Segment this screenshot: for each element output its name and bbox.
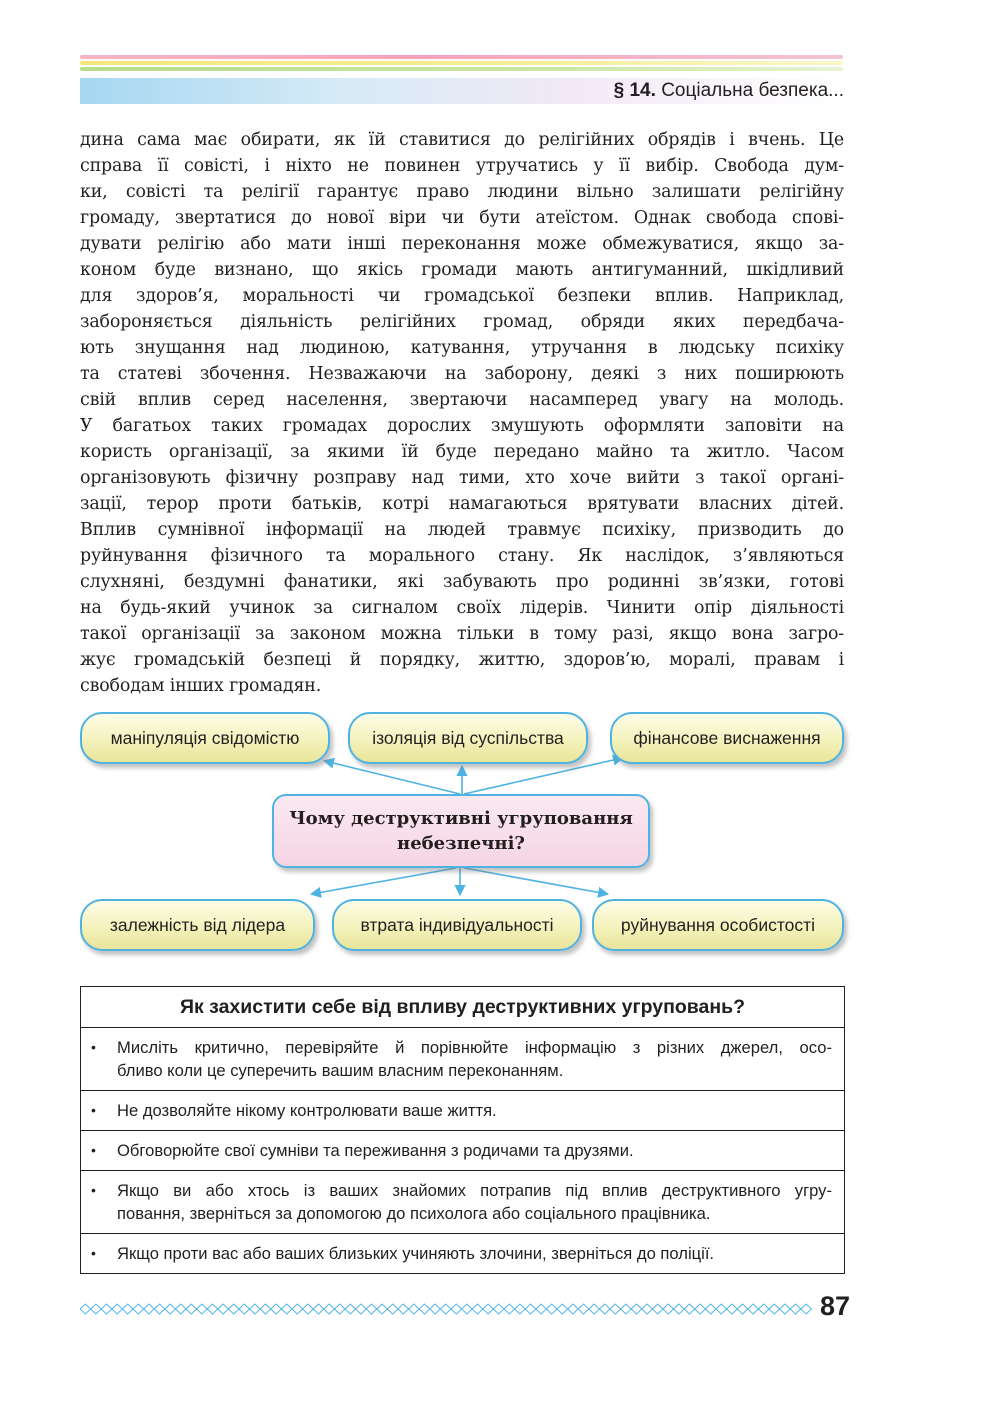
question-line-1: Чому деструктивні угруповання xyxy=(289,808,633,829)
text-line: користь організації, за якими їй буде передано майно та житло. Часом xyxy=(80,442,844,462)
text-line: дувати релігію або мати інші переконання може обмежуватися, якщо за- xyxy=(80,234,844,254)
footer-ornament xyxy=(80,1302,812,1316)
section-number: § 14. xyxy=(613,80,656,101)
ornament-diamond xyxy=(324,1304,335,1314)
ornament-diamond xyxy=(440,1304,451,1314)
running-header xyxy=(614,78,844,104)
ornament-diamond xyxy=(525,1304,536,1314)
body-paragraph xyxy=(80,127,844,699)
tip-text: Мисліть критично, перевіряйте й порівнюйте інформацію з різних джерел, осо- xyxy=(117,1038,832,1057)
ornament-diamond xyxy=(610,1304,621,1314)
ornament-diamond xyxy=(281,1304,292,1314)
cause-financial-exhaustion xyxy=(610,712,844,764)
ornament-diamond xyxy=(197,1304,208,1314)
ornament-diamond xyxy=(536,1304,547,1314)
ornament-diamond xyxy=(101,1304,112,1314)
bullet-icon: • xyxy=(91,1102,96,1118)
question-line-2: небезпечні? xyxy=(397,833,525,854)
text-line: та статеві збочення. Незважаючи на заборону, деякі з них поширюють xyxy=(80,364,844,384)
cause-loss-of-individuality xyxy=(332,899,582,951)
text-line: руйнування фізичного та морального стану. Як наслідок, з’являються xyxy=(80,546,844,566)
bullet-icon: • xyxy=(91,1039,96,1055)
section-title: Соціальна безпека... xyxy=(661,80,844,101)
text-line: слухняні, бездумні фанатики, які забувають про родинні зв’язки, готові xyxy=(80,572,844,592)
ornament-diamond xyxy=(303,1304,314,1314)
ornament-diamond xyxy=(515,1304,526,1314)
ornament-diamond xyxy=(122,1304,133,1314)
tip-text: Обговорюйте свої сумніви та переживання з родичами та друзями. xyxy=(117,1141,634,1160)
table-row xyxy=(81,1234,844,1273)
table-title: Як захистити себе від впливу деструктивних угруповань? xyxy=(81,987,844,1028)
bullet-icon: • xyxy=(91,1142,96,1158)
ornament-diamond xyxy=(80,1304,91,1314)
ornament-diamond xyxy=(578,1304,589,1314)
text-line: свій вплив серед населення, звертаючи насамперед увагу на молодь. xyxy=(80,390,844,410)
text-line: ки, совісті та релігії гарантує право людини вільно залишати релігійну xyxy=(80,182,844,202)
ornament-diamond xyxy=(758,1304,769,1314)
cause-label: залежність від лідера xyxy=(109,914,286,935)
ornament-diamond xyxy=(313,1304,324,1314)
ornament-diamond xyxy=(727,1304,738,1314)
ornament-diamond xyxy=(377,1304,388,1314)
ornament-diamond xyxy=(366,1304,377,1314)
cause-personality-destruction xyxy=(592,899,844,951)
text-line: коном буде визнано, що якісь громади мають антигуманний, шкідливий xyxy=(80,260,844,280)
ornament-diamond xyxy=(409,1304,420,1314)
ornament-diamond xyxy=(652,1304,663,1314)
ornament-diamond xyxy=(589,1304,600,1314)
ornament-diamond xyxy=(631,1304,642,1314)
ornament-diamond xyxy=(695,1304,706,1314)
ornament-diamond xyxy=(621,1304,632,1314)
ornament-diamond xyxy=(334,1304,345,1314)
ornament-diamond xyxy=(144,1304,155,1314)
ornament-diamond xyxy=(260,1304,271,1314)
ornament-diamond xyxy=(271,1304,282,1314)
table-row xyxy=(81,1171,844,1234)
ornament-diamond xyxy=(239,1304,250,1314)
ornament-diamond xyxy=(112,1304,123,1314)
ornament-diamond xyxy=(568,1304,579,1314)
ornament-diamond xyxy=(801,1304,812,1314)
cause-leader-dependence xyxy=(80,899,315,951)
ornament-diamond xyxy=(419,1304,430,1314)
ornament-diamond xyxy=(674,1304,685,1314)
ornament-diamond xyxy=(387,1304,398,1314)
ornament-diamond xyxy=(546,1304,557,1314)
ornament-diamond xyxy=(186,1304,197,1314)
cause-label: втрата індивідуальності xyxy=(360,914,554,935)
ornament-diamond xyxy=(472,1304,483,1314)
cause-label: фінансове виснаження xyxy=(633,727,821,748)
ornament-diamond xyxy=(599,1304,610,1314)
text-line: ють знущання над людиною, катування, утручання в людську психіку xyxy=(80,338,844,358)
ornament-diamond xyxy=(154,1304,165,1314)
text-line: У багатьох таких громадах дорослих змушують оформляти заповіти на xyxy=(80,416,844,436)
table-row xyxy=(81,1028,844,1091)
protection-tips-table xyxy=(80,986,845,1274)
ornament-diamond xyxy=(292,1304,303,1314)
text-line: зації, терор проти батьків, котрі намагаються врятувати власних дітей. xyxy=(80,494,844,514)
ornament-diamond xyxy=(705,1304,716,1314)
ornament-diamond xyxy=(165,1304,176,1314)
arrow-to-dependence xyxy=(312,868,456,894)
cause-label: ізоляція від суспільства xyxy=(372,727,564,748)
arrow-to-personality xyxy=(464,868,607,894)
text-line: дина сама має обирати, як їй ставитися до релігійних обрядів і вчень. Це xyxy=(80,130,844,150)
ornament-diamond xyxy=(663,1304,674,1314)
ornament-diamond xyxy=(250,1304,261,1314)
ornament-diamond xyxy=(345,1304,356,1314)
ornament-diamond xyxy=(483,1304,494,1314)
ornament-diamond xyxy=(218,1304,229,1314)
text-line: такої організації за законом можна тільки в тому разі, якщо вона загро- xyxy=(80,624,844,644)
text-line: на будь-який учинок за сигналом своїх лідерів. Чинити опір діяльності xyxy=(80,598,844,618)
ornament-diamond xyxy=(748,1304,759,1314)
tip-text: повання, зверніться за допомогою до психолога або соціального працівника. xyxy=(117,1204,711,1223)
table-row xyxy=(81,1131,844,1171)
bullet-icon: • xyxy=(91,1182,96,1198)
ornament-diamond xyxy=(451,1304,462,1314)
tip-text: Не дозволяйте нікому контролювати ваше життя. xyxy=(117,1101,497,1120)
cause-isolation xyxy=(348,712,588,764)
ornament-diamond xyxy=(207,1304,218,1314)
arrow-to-manipulation xyxy=(325,761,460,794)
ornament-diamond xyxy=(769,1304,780,1314)
cause-label: маніпуляція свідомістю xyxy=(110,727,300,748)
ornament-diamond xyxy=(398,1304,409,1314)
ornament-diamond xyxy=(91,1304,102,1314)
tip-text: бливо коли це суперечить вашим власним переконанням. xyxy=(117,1061,564,1080)
ornament-diamond xyxy=(780,1304,791,1314)
text-line: свободам інших громадян. xyxy=(80,676,322,696)
tip-text: Якщо ви або хтось із ваших знайомих потрапив під вплив деструктивного угру- xyxy=(117,1181,832,1200)
ornament-diamond xyxy=(790,1304,801,1314)
text-line: забороняється діяльність релігійних громад, обряди яких передбача- xyxy=(80,312,844,332)
ornament-diamond xyxy=(228,1304,239,1314)
bullet-icon: • xyxy=(91,1245,96,1261)
ornament-diamond xyxy=(430,1304,441,1314)
ornament-diamond xyxy=(356,1304,367,1314)
text-line: Вплив сумнівної інформації на людей травмує психіку, призводить до xyxy=(80,520,844,540)
ornament-diamond xyxy=(493,1304,504,1314)
ornament-diamond xyxy=(462,1304,473,1314)
cause-manipulation xyxy=(80,712,330,764)
ornament-diamond xyxy=(175,1304,186,1314)
ornament-diamond xyxy=(642,1304,653,1314)
table-row xyxy=(81,1091,844,1131)
text-line: громаду, звертатися до нової віри чи бути атеїстом. Однак свобода спові- xyxy=(80,208,844,228)
tip-text: Якщо проти вас або ваших близьких учиняють злочини, зверніться до поліції. xyxy=(117,1244,715,1263)
ornament-diamond xyxy=(504,1304,515,1314)
text-line: справа її совісті, і ніхто не повинен утручатись у її вибір. Свобода дум- xyxy=(80,156,844,176)
ornament-diamond xyxy=(557,1304,568,1314)
diagram-question xyxy=(272,794,650,868)
ornament-diamond xyxy=(716,1304,727,1314)
text-line: для здоров’я, моральності чи громадської безпеки вплив. Наприклад, xyxy=(80,286,844,306)
ornament-diamond xyxy=(737,1304,748,1314)
text-line: жує громадській безпеці й порядку, життю, здоров’ю, моралі, правам і xyxy=(80,650,844,670)
cause-label: руйнування особистості xyxy=(620,914,816,935)
page-number: 87 xyxy=(820,1291,851,1321)
ornament-diamond xyxy=(684,1304,695,1314)
ornament-diamond xyxy=(133,1304,144,1314)
danger-diagram xyxy=(80,711,844,956)
text-line: організовують фізичну розправу над тими, хто хоче вийти з такої органі- xyxy=(80,468,844,488)
